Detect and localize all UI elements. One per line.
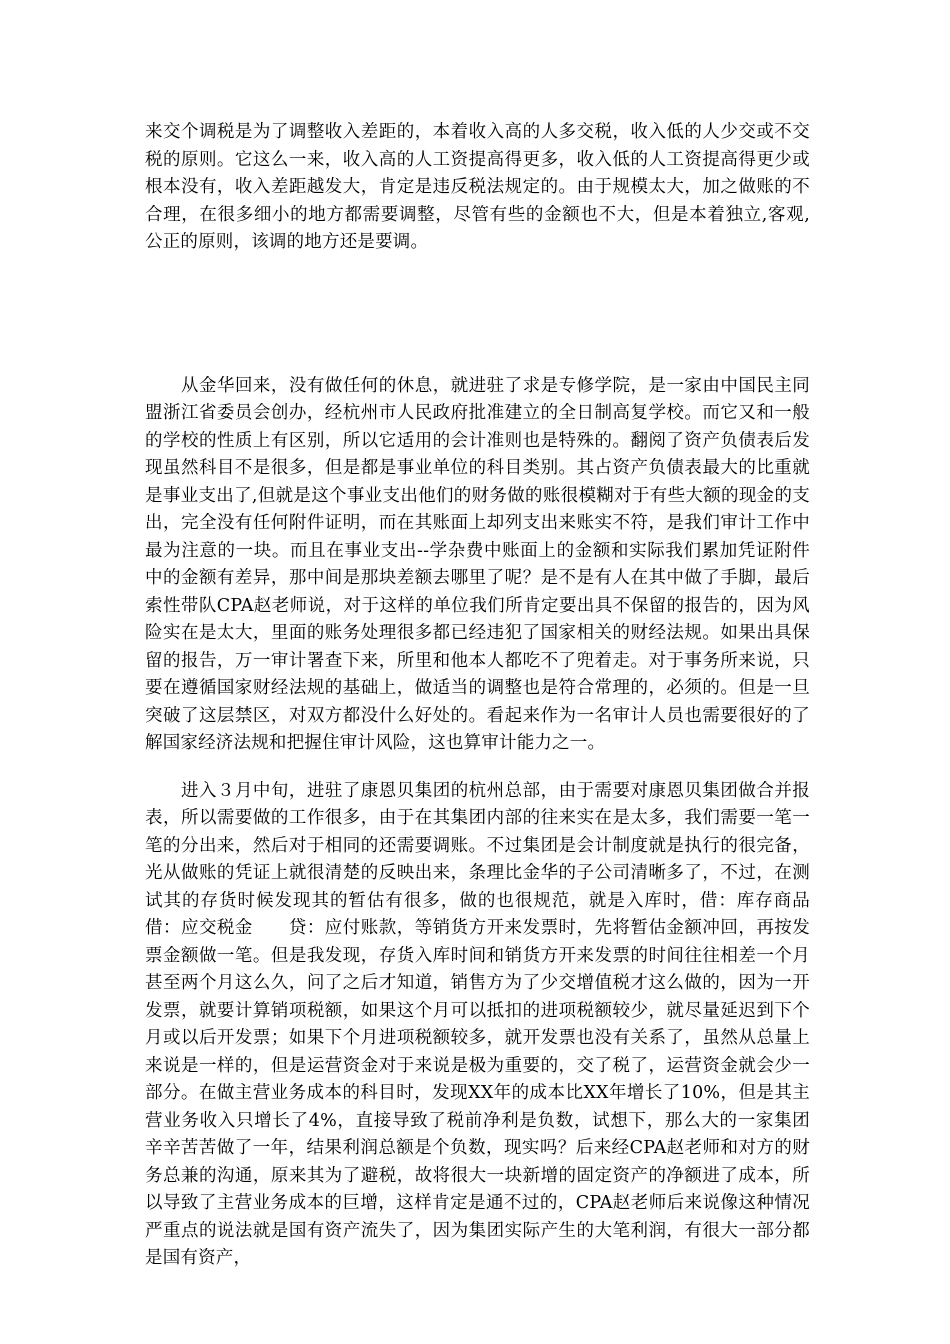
paragraph-tax-adjustment: 来交个调税是为了调整收入差距的，本着收入高的人多交税，收入低的人少交或不交税的原则。它这么一来，收入高的人工资提高得更多，收入低的人工资提高得更少或根本没有，收入差距越发大，肯定是违反税法规定的。由于规模太大，加之做账的不合理，在很多细小的地方都需要调整，尽管有些的金额也不大，但是本着独立,客观,公正的原则，该调的地方还是要调。 (145, 122, 810, 252)
document-page (145, 119, 846, 1273)
paragraph-qiushi-college: 从金华回来，没有做任何的休息，就进驻了求是专修学院，是一家由中国民主同盟浙江省委员会创办，经杭州市人民政府批准建立的全日制高复学校。而它又和一般的学校的性质上有区别，所以它适用的会计准则也是特殊的。翻阅了资产负债表后发现虽然科目不是很多，但是都是事业单位的科目类别。其占资产负债表最大的比重就是事业支出了,但就是这个事业支出他们的财务做的账很模糊对于有些大额的现金的支出，完全没有任何附件证明，而在其账面上却列支出来账实不符，是我们审计工作中最为注意的一块。而且在事业支出--学杂费中账面上的金额和实际我们累加凭证附件中的金额有差异，那中间是那块差额去哪里了呢？是不是有人在其中做了手脚，最后索性带队CPA赵老师说，对于这样的单位我们所肯定要出具不保留的报告的，因为风险实在是太大，里面的账务处理很多都已经违犯了国家相关的财经法规。如果出具保留的报告，万一审计署查下来，所里和他本人都吃不了兜着走。对于事务所来说，只要在遵循国家财经法规的基础上，做适当的调整也是符合常理的，必须的。但是一旦突破了这层禁区，对双方都没什么好处的。看起来作为一名审计人员也需要很好的了解国家经济法规和把握住审计风险，这也算审计能力之一。 (145, 375, 810, 753)
paragraph-spacer (145, 257, 810, 373)
paragraph-kangenbei-group: 进入３月中旬，进驻了康恩贝集团的杭州总部，由于需要对康恩贝集团做合并报表，所以需要做的工作很多，由于在其集团内部的往来实在是太多，我们需要一笔一笔的分出来，然后对于相同的还需要调账。不过集团是会计制度就是执行的很完备，光从做账的凭证上就很清楚的反映出来，条理比金华的子公司清晰多了，不过，在测试其的存货时候发现其的暂估有很多，做的也很规范，就是入库时，借：库存商品 借：应交税金 贷：应付账款，等销货方开来发票时，先将暂估金额冲回，再按发票金额做一笔。但是我发现，存货入库时间和销货方开来发票的时间往往相差一个月甚至两个月这么久，问了之后才知道，销售方为了少交增值税才这么做的，因为一开发票，就要计算销项税额，如果这个月可以抵扣的进项税额较少，就尽量延迟到下个月或以后开发票；如果下个月进项税额较多，就开发票也没有关系了，虽然从总量上来说是一样的，但是运营资金对于来说是极为重要的，交了税了，运营资金就会少一部分。在做主营业务成本的科目时，发现XX年的成本比XX年增长了10%，但是其主营业务收入只增长了4%，直接导致了税前净利是负数，试想下，那么大的一家集团辛辛苦苦做了一年，结果利润总额是个负数，现实吗？后来经CPA赵老师和对方的财务总兼的沟通，原来其为了避税，故将很大一块新增的固定资产的净额进了成本，所以导致了主营业务成本的巨增，这样肯定是通不过的，CPA赵老师后来说像这种情况严重点的说法就是国有资产流失了，因为集团实际产生的大笔利润，有很大一部分都是国有资产， (145, 780, 846, 1268)
paragraph-spacer (145, 758, 810, 778)
